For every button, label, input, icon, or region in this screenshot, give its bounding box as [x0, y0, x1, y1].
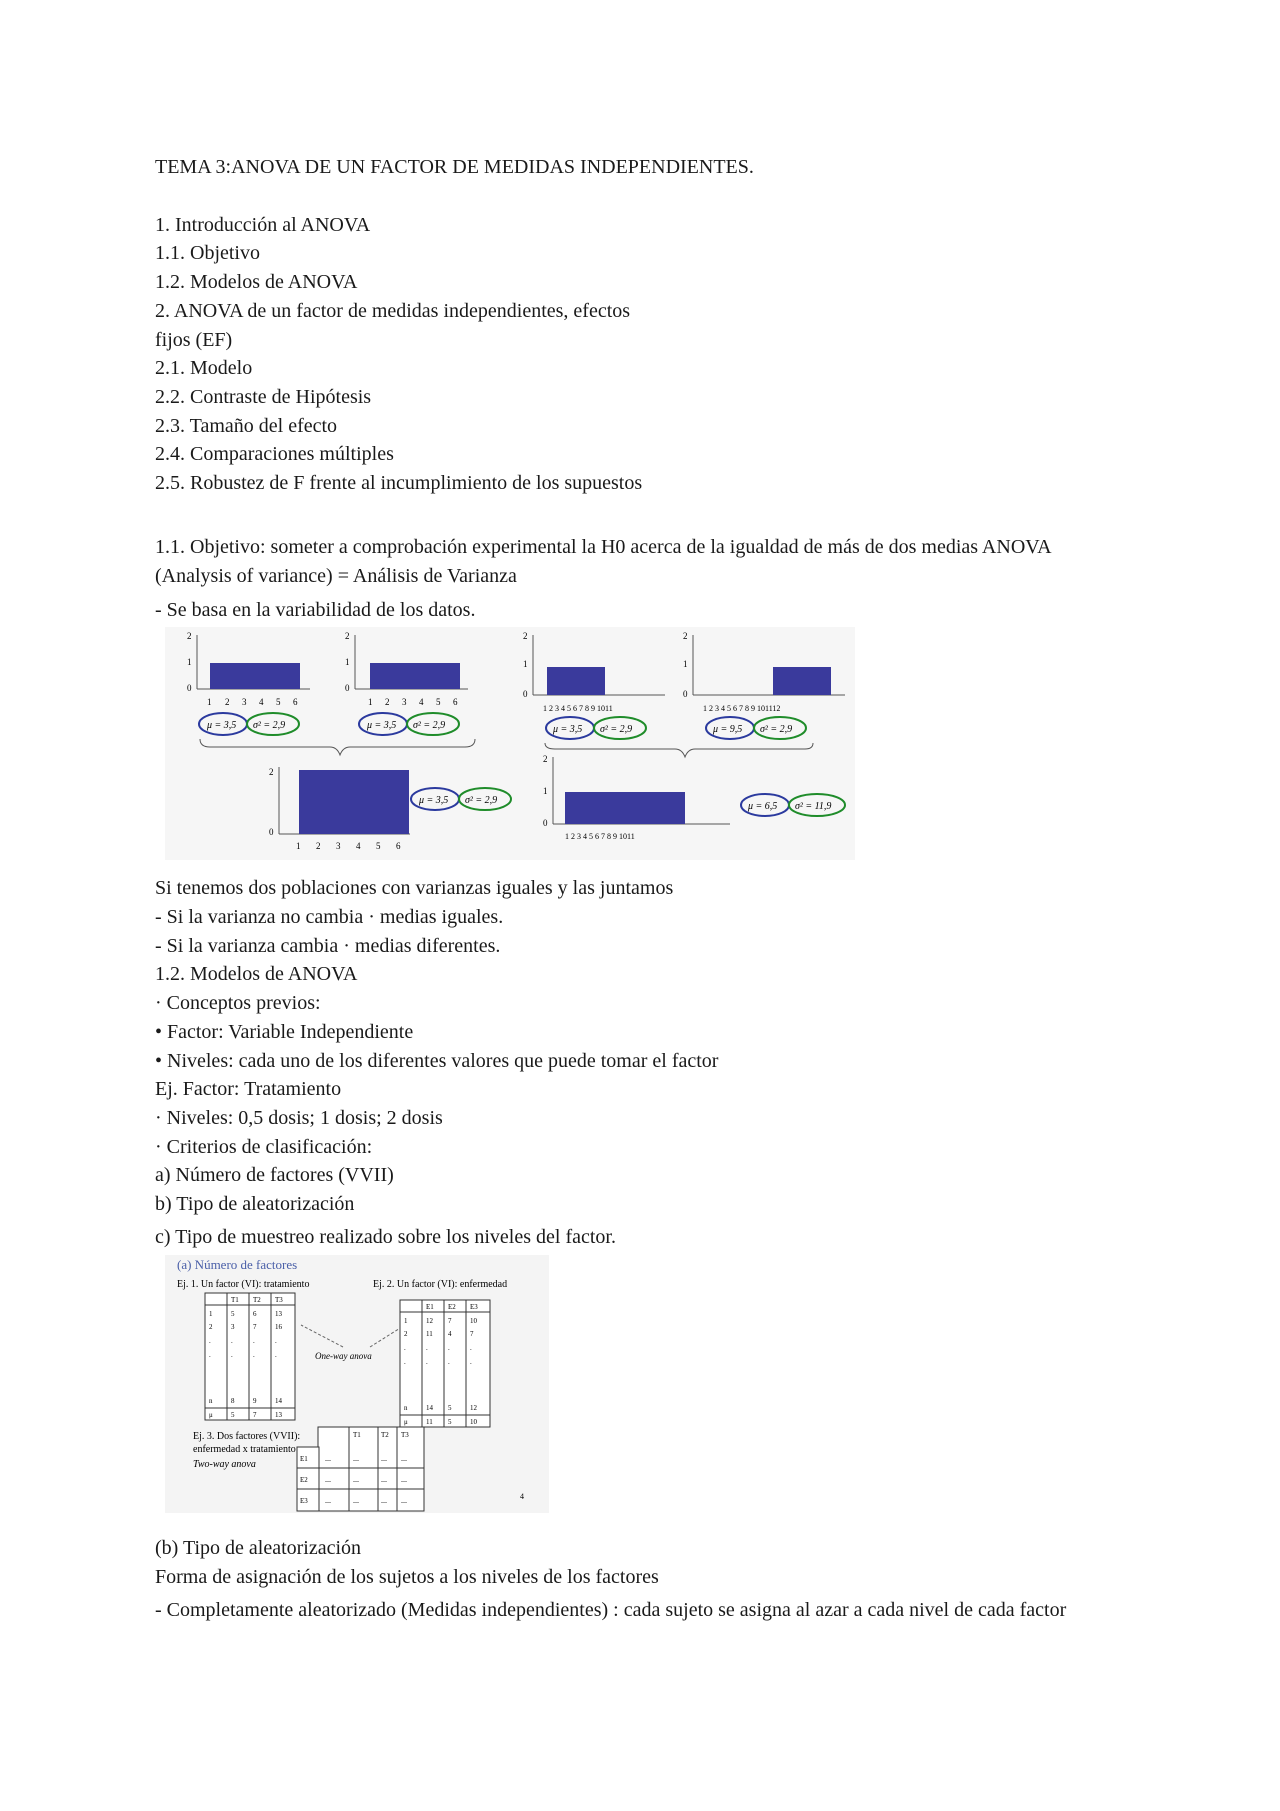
- histogram-panel-4: [683, 631, 845, 739]
- svg-text:E3: E3: [470, 1303, 478, 1311]
- svg-text:9: 9: [253, 1397, 257, 1405]
- svg-text:14: 14: [426, 1404, 433, 1412]
- variance-figure: [165, 627, 855, 860]
- svg-text:σ² = 2,9: σ² = 2,9: [760, 724, 793, 735]
- svg-text:.: .: [404, 1358, 406, 1366]
- svg-text:0: 0: [523, 689, 528, 699]
- svg-text:.: .: [426, 1358, 428, 1366]
- histogram-panel-3: [523, 631, 665, 739]
- svg-text:E2: E2: [448, 1303, 456, 1311]
- svg-text:6: 6: [453, 697, 458, 707]
- toc-item: 2.3. Tamaño del efecto: [155, 415, 338, 437]
- svg-text:.: .: [470, 1358, 472, 1366]
- svg-text:T2: T2: [253, 1296, 261, 1304]
- svg-text:μ: μ: [209, 1411, 213, 1419]
- svg-text:1: 1: [683, 659, 688, 669]
- body-text: Forma de asignación de los sujetos a los niveles de los factores: [155, 1566, 659, 1588]
- svg-text:2: 2: [187, 631, 192, 641]
- svg-text:E1: E1: [300, 1455, 308, 1463]
- body-text: - Completamente aleatorizado (Medidas independientes) : cada sujeto se asigna al azar a cada nivel de cada factor: [155, 1599, 1067, 1621]
- histogram-bar: [210, 663, 300, 689]
- svg-text:3: 3: [231, 1323, 235, 1331]
- toc-item: 1.2. Modelos de ANOVA: [155, 271, 358, 293]
- svg-text:0: 0: [187, 683, 192, 693]
- svg-text:...: ...: [353, 1454, 359, 1463]
- table-disease: [400, 1300, 490, 1427]
- svg-text:σ² = 2,9: σ² = 2,9: [465, 795, 498, 806]
- svg-text:.: .: [448, 1358, 450, 1366]
- svg-text:.: .: [253, 1351, 255, 1359]
- svg-text:12: 12: [470, 1404, 477, 1412]
- svg-text:1: 1: [404, 1317, 408, 1325]
- histogram-bar: [299, 770, 409, 834]
- svg-text:5: 5: [276, 697, 281, 707]
- svg-text:σ² = 2,9: σ² = 2,9: [253, 720, 286, 731]
- svg-text:T1: T1: [231, 1296, 239, 1304]
- svg-text:σ² = 11,9: σ² = 11,9: [795, 801, 832, 812]
- svg-text:7: 7: [253, 1323, 257, 1331]
- body-text: · Niveles: 0,5 dosis; 1 dosis; 2 dosis: [155, 1107, 443, 1129]
- svg-text:5: 5: [376, 841, 381, 851]
- svg-text:.: .: [231, 1351, 233, 1359]
- svg-text:.: .: [275, 1337, 277, 1345]
- svg-text:4: 4: [259, 697, 264, 707]
- body-text: 1.2. Modelos de ANOVA: [155, 963, 358, 985]
- svg-text:.: .: [448, 1344, 450, 1352]
- factors-figure-svg: [165, 1255, 549, 1513]
- svg-text:n: n: [209, 1397, 213, 1405]
- histogram-panel-6: [543, 754, 845, 841]
- svg-text:6: 6: [293, 697, 298, 707]
- body-text: b) Tipo de aleatorización: [155, 1193, 355, 1215]
- svg-text:μ: μ: [404, 1418, 408, 1426]
- body-text: a) Número de factores (VVII): [155, 1164, 394, 1186]
- histogram-bar: [565, 792, 685, 824]
- svg-text:5: 5: [231, 1411, 235, 1419]
- body-text: · Criterios de clasificación:: [155, 1136, 373, 1158]
- svg-text:n: n: [404, 1404, 408, 1412]
- svg-text:μ = 3,5: μ = 3,5: [207, 720, 237, 731]
- body-text: - Si la varianza cambia · medias diferentes.: [155, 935, 501, 957]
- svg-text:1: 1: [345, 657, 350, 667]
- factors-figure: [165, 1255, 549, 1513]
- svg-text:2: 2: [404, 1330, 408, 1338]
- svg-text:16: 16: [275, 1323, 282, 1331]
- svg-text:10: 10: [470, 1317, 477, 1325]
- svg-text:14: 14: [275, 1397, 282, 1405]
- svg-text:μ = 3,5: μ = 3,5: [419, 795, 449, 806]
- svg-text:1: 1: [207, 697, 212, 707]
- document-title: TEMA 3:ANOVA DE UN FACTOR DE MEDIDAS INDEPENDIENTES.: [155, 156, 754, 178]
- svg-text:10: 10: [470, 1418, 477, 1426]
- histogram-bar: [773, 667, 831, 695]
- svg-text:.: .: [209, 1337, 211, 1345]
- svg-text:E3: E3: [300, 1497, 308, 1505]
- objective-paragraph: (Analysis of variance) = Análisis de Varianza: [155, 565, 517, 587]
- svg-text:2: 2: [269, 767, 274, 777]
- objective-paragraph: - Se basa en la variabilidad de los datos.: [155, 599, 476, 621]
- one-way-label: One-way anova: [315, 1351, 372, 1361]
- svg-text:1 2 3 4 5 6 7 8 9 1011: 1 2 3 4 5 6 7 8 9 1011: [565, 832, 635, 841]
- histogram-panel-5: [269, 767, 511, 851]
- svg-text:1: 1: [296, 841, 301, 851]
- body-text: • Niveles: cada uno de los diferentes valores que puede tomar el factor: [155, 1050, 719, 1072]
- table-two-factor: [297, 1427, 424, 1511]
- svg-text:1: 1: [187, 657, 192, 667]
- toc-item: 2.2. Contraste de Hipótesis: [155, 386, 372, 408]
- svg-text:...: ...: [401, 1496, 407, 1505]
- histogram-panel-2: [345, 631, 468, 735]
- svg-text:12: 12: [426, 1317, 433, 1325]
- svg-text:1: 1: [523, 659, 528, 669]
- svg-text:7: 7: [448, 1317, 452, 1325]
- svg-text:E1: E1: [426, 1303, 434, 1311]
- svg-text:1 2 3 4 5 6 7 8 9 1011: 1 2 3 4 5 6 7 8 9 1011: [543, 704, 613, 713]
- svg-text:2: 2: [523, 631, 528, 641]
- svg-text:1: 1: [368, 697, 373, 707]
- svg-text:...: ...: [325, 1454, 331, 1463]
- svg-text:2: 2: [345, 631, 350, 641]
- svg-text:2: 2: [225, 697, 230, 707]
- svg-text:1: 1: [543, 786, 548, 796]
- svg-text:4: 4: [448, 1330, 452, 1338]
- toc-item: 1. Introducción al ANOVA: [155, 214, 371, 236]
- svg-text:0: 0: [543, 818, 548, 828]
- svg-text:E2: E2: [300, 1476, 308, 1484]
- svg-text:3: 3: [242, 697, 247, 707]
- example-3-label: Ej. 3. Dos factores (VVII):: [193, 1431, 301, 1442]
- svg-text:...: ...: [401, 1454, 407, 1463]
- svg-text:.: .: [253, 1337, 255, 1345]
- example-3-sublabel: enfermedad x tratamiento: [193, 1444, 296, 1455]
- svg-text:μ = 3,5: μ = 3,5: [553, 724, 583, 735]
- histogram-bar: [370, 663, 460, 689]
- svg-text:μ = 3,5: μ = 3,5: [367, 720, 397, 731]
- toc-item: 2.5. Robustez de F frente al incumplimiento de los supuestos: [155, 472, 643, 494]
- variance-figure-svg: [165, 627, 855, 860]
- svg-text:...: ...: [325, 1496, 331, 1505]
- svg-text:3: 3: [402, 697, 407, 707]
- svg-text:T2: T2: [381, 1431, 389, 1439]
- toc-item: 2. ANOVA de un factor de medidas independientes, efectos: [155, 300, 631, 322]
- svg-text:...: ...: [381, 1454, 387, 1463]
- svg-text:2: 2: [209, 1323, 213, 1331]
- objective-paragraph: 1.1. Objetivo: someter a comprobación experimental la H0 acerca de la igualdad de más de dos medias ANOVA: [155, 536, 1052, 558]
- svg-text:11: 11: [426, 1418, 433, 1426]
- svg-text:7: 7: [253, 1411, 257, 1419]
- histogram-panel-1: [187, 631, 310, 735]
- svg-text:μ = 6,5: μ = 6,5: [748, 801, 778, 812]
- bracket: [545, 743, 813, 757]
- body-text: c) Tipo de muestreo realizado sobre los niveles del factor.: [155, 1226, 616, 1248]
- body-text: - Si la varianza no cambia · medias iguales.: [155, 906, 504, 928]
- svg-text:...: ...: [381, 1496, 387, 1505]
- bracket: [200, 739, 475, 755]
- toc-item: 1.1. Objetivo: [155, 242, 260, 264]
- svg-text:μ = 9,5: μ = 9,5: [713, 724, 743, 735]
- svg-text:13: 13: [275, 1411, 282, 1419]
- svg-text:1 2 3 4 5 6 7 8 9 101112: 1 2 3 4 5 6 7 8 9 101112: [703, 704, 781, 713]
- svg-text:1: 1: [209, 1310, 213, 1318]
- svg-text:3: 3: [336, 841, 341, 851]
- body-text: (b) Tipo de aleatorización: [155, 1537, 362, 1559]
- svg-text:8: 8: [231, 1397, 235, 1405]
- toc-item: 2.4. Comparaciones múltiples: [155, 443, 394, 465]
- svg-text:5: 5: [436, 697, 441, 707]
- svg-text:σ² = 2,9: σ² = 2,9: [600, 724, 633, 735]
- arrow: [301, 1325, 343, 1347]
- svg-text:5: 5: [448, 1404, 452, 1412]
- svg-text:2: 2: [316, 841, 321, 851]
- two-way-label: Two-way anova: [193, 1459, 256, 1470]
- histogram-bar: [547, 667, 605, 695]
- example-1-label: Ej. 1. Un factor (VI): tratamiento: [177, 1279, 310, 1290]
- svg-text:5: 5: [231, 1310, 235, 1318]
- svg-text:...: ...: [353, 1475, 359, 1484]
- svg-text:7: 7: [470, 1330, 474, 1338]
- svg-text:...: ...: [325, 1475, 331, 1484]
- svg-text:...: ...: [401, 1475, 407, 1484]
- svg-text:.: .: [231, 1337, 233, 1345]
- svg-text:T1: T1: [353, 1431, 361, 1439]
- svg-text:4: 4: [356, 841, 361, 851]
- svg-text:σ² = 2,9: σ² = 2,9: [413, 720, 446, 731]
- svg-text:5: 5: [448, 1418, 452, 1426]
- table-treatment: [205, 1293, 295, 1420]
- svg-text:T3: T3: [275, 1296, 283, 1304]
- svg-text:11: 11: [426, 1330, 433, 1338]
- svg-text:.: .: [275, 1351, 277, 1359]
- svg-text:13: 13: [275, 1310, 282, 1318]
- toc-item: fijos (EF): [155, 329, 233, 351]
- body-text: Si tenemos dos poblaciones con varianzas iguales y las juntamos: [155, 877, 674, 899]
- svg-text:0: 0: [269, 827, 274, 837]
- slide-page-number: 4: [520, 1492, 524, 1501]
- body-text: Ej. Factor: Tratamiento: [155, 1078, 342, 1100]
- body-text: • Factor: Variable Independiente: [155, 1021, 414, 1043]
- example-2-label: Ej. 2. Un factor (VI): enfermedad: [373, 1279, 508, 1290]
- svg-text:2: 2: [543, 754, 548, 764]
- svg-text:...: ...: [381, 1475, 387, 1484]
- svg-text:6: 6: [253, 1310, 257, 1318]
- svg-text:.: .: [426, 1344, 428, 1352]
- svg-text:.: .: [209, 1351, 211, 1359]
- svg-text:0: 0: [683, 689, 688, 699]
- body-text: · Conceptos previos:: [155, 992, 321, 1014]
- svg-text:2: 2: [683, 631, 688, 641]
- svg-text:4: 4: [419, 697, 424, 707]
- svg-text:6: 6: [396, 841, 401, 851]
- figure-heading: (a) Número de factores: [177, 1257, 298, 1272]
- toc-item: 2.1. Modelo: [155, 357, 253, 379]
- svg-text:0: 0: [345, 683, 350, 693]
- svg-text:...: ...: [353, 1496, 359, 1505]
- svg-text:T3: T3: [401, 1431, 409, 1439]
- svg-text:2: 2: [385, 697, 390, 707]
- svg-text:.: .: [404, 1344, 406, 1352]
- svg-text:.: .: [470, 1344, 472, 1352]
